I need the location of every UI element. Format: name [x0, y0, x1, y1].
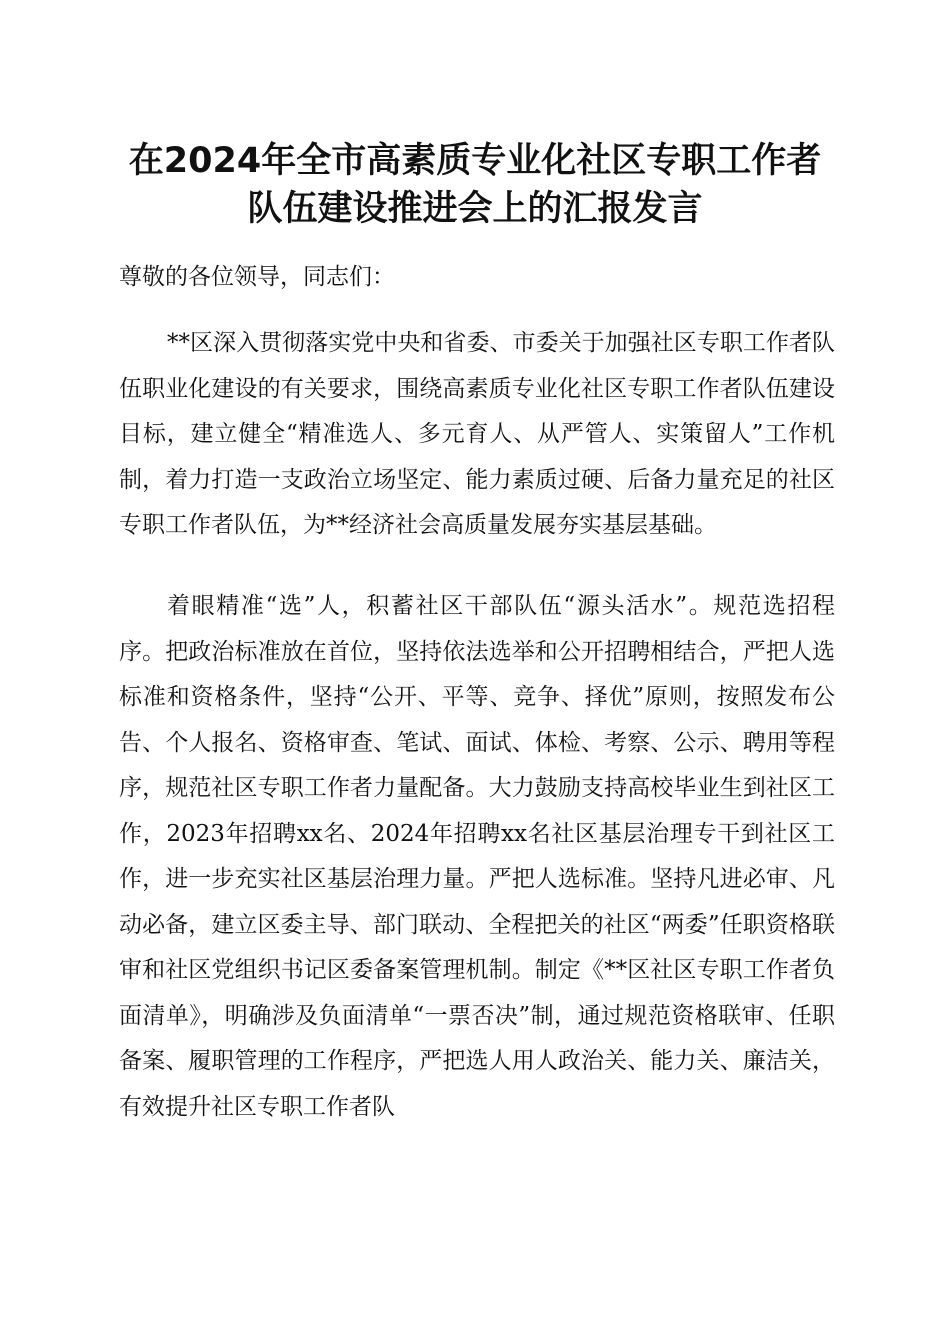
salutation: 尊敬的各位领导，同志们：	[119, 264, 395, 290]
document-title-line-2: 队伍建设推进会上的汇报发言	[247, 189, 703, 229]
document-title-line-1: 在2024年全市高素质专业化社区专职工作者	[128, 141, 822, 181]
body-paragraph-1: **区深入贯彻落实党中央和省委、市委关于加强社区专职工作者队伍职业化建设的有关要求，围绕高素质专业化社区专职工作者队伍建设目标，建立健全“精准选人、多元育人、从严管人、实策留人”工作机制，着力打造一支政治立场坚定、能力素质过硬、后备力量充足的社区专职工作者队伍，为**经济社会高质量发展夯实基层基础。	[119, 330, 835, 538]
body-paragraph-2: 着眼精准“选”人，积蓄社区干部队伍“源头活水”。规范选招程序。把政治标准放在首位，坚持依法选举和公开招聘相结合，严把人选标准和资格条件，坚持“公开、平等、竞争、择优”原则，按照发布公告、个人报名、资格审查、笔试、面试、体检、考察、公示、聘用等程序，规范社区专职工作者力量配备。大力鼓励支持高校毕业生到社区工作，2023年招聘xx名、2024年招聘xx名社区基层治理专干到社区工作，进一步充实社区基层治理力量。严把人选标准。坚持凡进必审、凡动必备，建立区委主导、部门联动、全程把关的社区“两委”任职资格联审和社区党组织书记区委备案管理机制。制定《**区社区专职工作者负面清单》，明确涉及负面清单“一票否决”制，通过规范资格联审、任职备案、履职管理的工作程序，严把选人用人政治关、能力关、廉洁关，有效提升社区专职工作者队	[119, 593, 835, 1120]
